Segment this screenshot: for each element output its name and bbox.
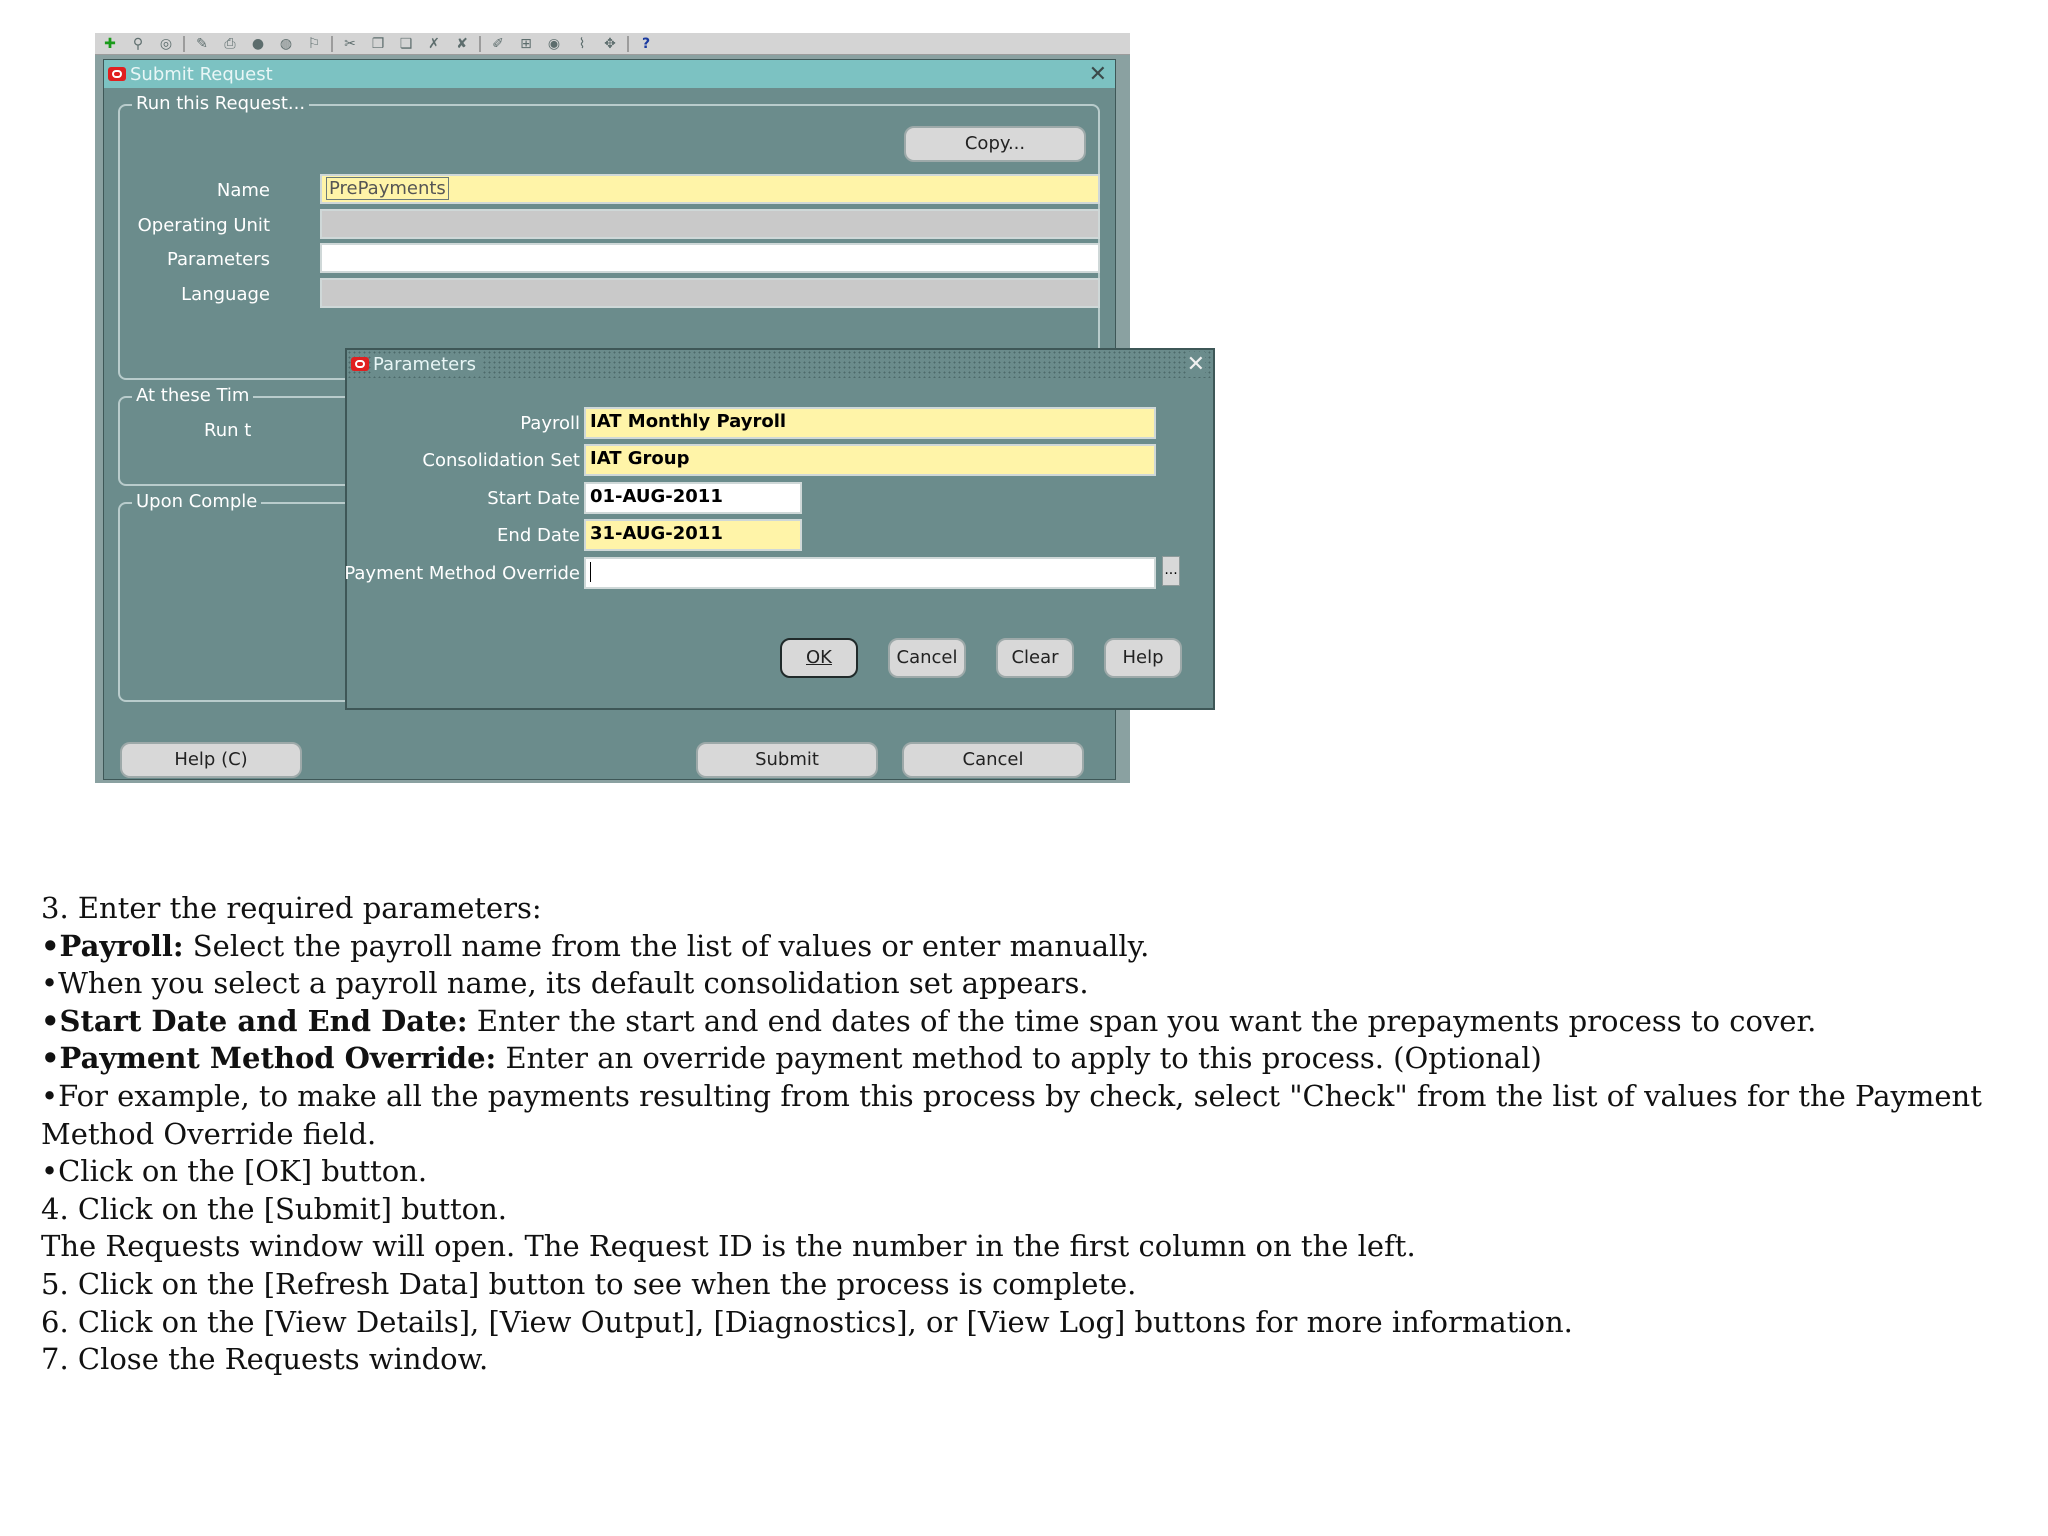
- attachments-icon[interactable]: ⌇: [578, 35, 586, 52]
- start-date-value: 01-AUG-2011: [590, 486, 723, 507]
- instruction-text: •When you select a payroll name, its default consolidation set appears.: [41, 966, 1089, 1001]
- toolbar-separator: [183, 36, 185, 52]
- list-of-values-button[interactable]: ...: [1162, 556, 1180, 586]
- cancel-button[interactable]: Cancel: [902, 742, 1084, 778]
- instruction-text: Method Override field.: [41, 1116, 377, 1151]
- paste-icon[interactable]: ❏: [399, 35, 413, 52]
- end-date-field[interactable]: [584, 519, 802, 551]
- group-legend: Upon Comple: [132, 491, 261, 512]
- instruction-text: 3. Enter the required parameters:: [41, 891, 542, 925]
- language-field: [320, 278, 1100, 308]
- end-date-label: End Date: [497, 525, 580, 546]
- new-record-icon[interactable]: ✚: [104, 35, 116, 52]
- translations-icon[interactable]: ◉: [547, 35, 561, 52]
- clear-button[interactable]: Clear: [996, 638, 1074, 678]
- instruction-line: [41, 1266, 2001, 1304]
- instruction-text: 4. Click on the [Submit] button.: [41, 1191, 508, 1226]
- instruction-text: Select the payroll name from the list of values or enter manually.: [183, 928, 1150, 963]
- toolbar-separator: [479, 36, 481, 52]
- print-icon[interactable]: ⎙: [224, 35, 236, 52]
- payroll-value: IAT Monthly Payroll: [590, 411, 787, 432]
- help-icon[interactable]: ?: [641, 35, 651, 52]
- instruction-line: [41, 890, 2001, 928]
- switch-responsibility-icon[interactable]: ◍: [279, 35, 293, 52]
- payment-method-override-field[interactable]: [584, 557, 1156, 589]
- oracle-forms-screenshot: [95, 33, 1205, 783]
- dialog-cancel-button[interactable]: Cancel: [888, 638, 966, 678]
- flag-icon[interactable]: ⚐: [307, 35, 321, 52]
- dialog-help-button[interactable]: Help: [1104, 638, 1182, 678]
- instruction-line: [41, 1304, 2001, 1342]
- instruction-text: 7. Close the Requests window.: [41, 1342, 489, 1377]
- instruction-text: 5. Click on the [Refresh Data] button to see when the process is complete.: [41, 1266, 1137, 1301]
- instruction-text: 6. Click on the [View Details], [View Output], [Diagnostics], or [View Log] buttons for more information.: [41, 1304, 1573, 1339]
- consolidation-set-value: IAT Group: [590, 448, 690, 469]
- window-titlebar: [104, 60, 1115, 88]
- instruction-text: The Requests window will open. The Request ID is the number in the first column on the left.: [41, 1229, 1416, 1264]
- instruction-line: [41, 1228, 2001, 1266]
- instruction-line: [41, 965, 2001, 1003]
- zoom-icon[interactable]: ⊞: [520, 35, 532, 52]
- instruction-line: [41, 928, 2001, 966]
- find-icon[interactable]: ⚲: [132, 35, 144, 52]
- edit-field-icon[interactable]: ✐: [492, 35, 504, 52]
- instruction-text: Enter an override payment method to apply to this process. (Optional): [496, 1041, 1542, 1076]
- payroll-label: Payroll: [520, 413, 580, 434]
- cut-icon[interactable]: ✂: [344, 35, 356, 52]
- payment-method-override-label: Payment Method Override: [344, 563, 580, 584]
- copy-icon[interactable]: ❐: [371, 35, 385, 52]
- payroll-field[interactable]: [584, 407, 1156, 439]
- window-title: Submit Request: [130, 63, 273, 85]
- parameters-label: Parameters: [166, 249, 270, 270]
- ok-button[interactable]: OK: [780, 638, 858, 678]
- instruction-bold: •Payment Method Override:: [41, 1041, 497, 1076]
- instruction-bold: •Start Date and End Date:: [41, 1003, 468, 1038]
- instruction-bold: •Payroll:: [41, 928, 184, 963]
- forms-toolbar: [95, 33, 1130, 55]
- toolbar-separator: [331, 36, 333, 52]
- dialog-title: Parameters: [373, 354, 482, 375]
- name-label: Name: [216, 180, 270, 201]
- operating-unit-label: Operating Unit: [137, 215, 270, 236]
- consolidation-set-label: Consolidation Set: [422, 450, 580, 471]
- submit-button[interactable]: Submit: [696, 742, 878, 778]
- navigator-icon[interactable]: ◎: [159, 35, 173, 52]
- parameters-dialog: [345, 348, 1215, 710]
- copy-button[interactable]: Copy...: [904, 126, 1086, 162]
- clear-record-icon[interactable]: ✗: [428, 35, 440, 52]
- oracle-logo-icon: [108, 67, 126, 81]
- help-button[interactable]: Help (C): [120, 742, 302, 778]
- name-field[interactable]: [320, 174, 1100, 204]
- run-label: Run t: [204, 420, 252, 441]
- delete-icon[interactable]: ✘: [456, 35, 468, 52]
- operating-unit-field: [320, 209, 1100, 239]
- instruction-text: •For example, to make all the payments resulting from this process by check, select "Check" from the list of values for the Payment: [41, 1078, 1982, 1113]
- instruction-text: •Click on the [OK] button.: [41, 1154, 428, 1189]
- close-icon[interactable]: ✕: [1088, 62, 1107, 87]
- start-date-label: Start Date: [487, 488, 580, 509]
- start-date-field[interactable]: [584, 482, 802, 514]
- oracle-logo-icon: [351, 357, 369, 371]
- parameters-field[interactable]: [320, 243, 1100, 273]
- folder-tools-icon[interactable]: ✥: [604, 35, 616, 52]
- dialog-titlebar: [347, 350, 1213, 378]
- text-cursor: [590, 562, 591, 582]
- group-legend: Run this Request...: [132, 93, 309, 114]
- instruction-line: [41, 1040, 2001, 1078]
- instruction-text: Enter the start and end dates of the time span you want the prepayments process to cover.: [467, 1003, 1817, 1038]
- save-icon[interactable]: ●: [251, 35, 265, 52]
- instruction-line: [41, 1116, 2001, 1154]
- name-value: PrePayments: [326, 177, 449, 200]
- instruction-line: [41, 1191, 2001, 1229]
- instructions-text: [41, 890, 2001, 1379]
- instruction-line: [41, 1003, 2001, 1041]
- instruction-line: [41, 1341, 2001, 1379]
- group-legend: At these Tim: [132, 385, 253, 406]
- edit-icon[interactable]: ✎: [196, 35, 208, 52]
- end-date-value: 31-AUG-2011: [590, 523, 723, 544]
- consolidation-set-field[interactable]: [584, 444, 1156, 476]
- language-label: Language: [181, 284, 270, 305]
- instruction-line: [41, 1153, 2001, 1191]
- instruction-line: [41, 1078, 2001, 1116]
- close-icon[interactable]: ✕: [1186, 352, 1205, 377]
- toolbar-separator: [627, 36, 629, 52]
